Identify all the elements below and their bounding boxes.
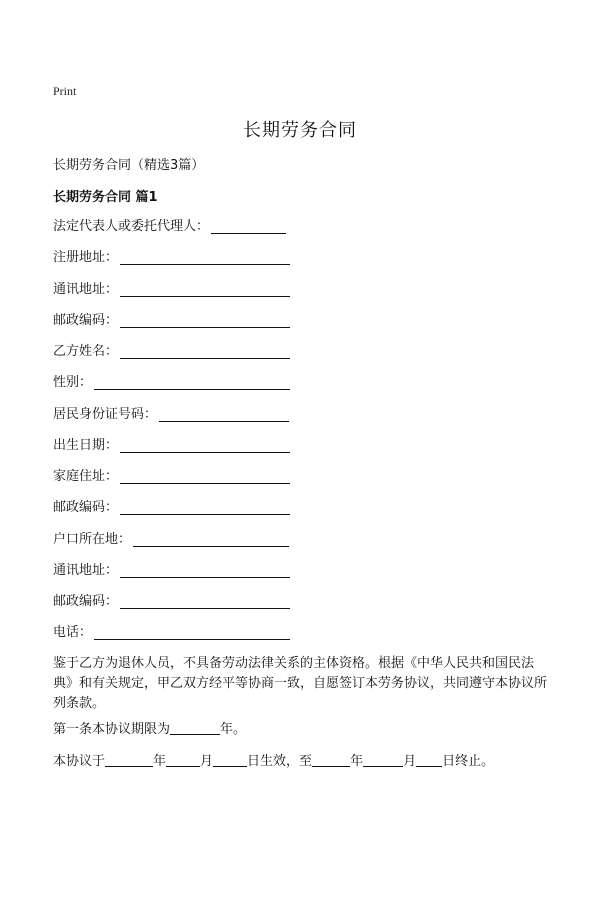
term-year-1: 年: [153, 754, 167, 769]
field-label: 邮政编码：: [53, 500, 119, 515]
document-title: 长期劳务合同: [243, 120, 357, 141]
document-subtitle: 长期劳务合同（精选3篇）: [53, 158, 205, 173]
term-year-2: 年: [350, 754, 364, 769]
fill-in-line: [166, 752, 200, 767]
field-home-address: [53, 462, 290, 484]
field-label: 性别：: [53, 375, 93, 390]
fill-in-line: [120, 561, 290, 578]
fill-in-line: [159, 405, 289, 422]
fill-in-line: [120, 498, 290, 515]
article-1-prefix: 第一条本协议期限为: [53, 722, 171, 737]
field-birth-date: [53, 431, 290, 453]
field-label: 法定代表人或委托代理人：: [53, 219, 210, 234]
section-heading: 长期劳务合同 篇1: [53, 190, 158, 205]
fill-in-line: [120, 248, 290, 265]
field-registered-address: [53, 243, 290, 265]
field-label: 通讯地址：: [53, 282, 119, 297]
fill-in-line: [120, 436, 290, 453]
fill-in-line: [213, 752, 247, 767]
print-label: Print: [53, 84, 77, 98]
field-gender: [53, 368, 290, 390]
field-label: 乙方姓名：: [53, 344, 119, 359]
fill-in-line: [363, 752, 403, 767]
fill-in-line: [133, 530, 289, 547]
field-postal-code-2: [53, 493, 290, 515]
term-clause: [53, 752, 553, 772]
article-1-suffix: 年。: [220, 722, 247, 737]
field-postal-code: [53, 306, 290, 328]
field-label: 出生日期：: [53, 438, 119, 453]
fill-in-line: [94, 623, 290, 640]
field-postal-code-3: [53, 587, 290, 609]
term-day-1: 日生效，至: [247, 754, 313, 769]
field-party-b-name: [53, 337, 290, 359]
term-month-2: 月: [403, 754, 417, 769]
term-prefix: 本协议于: [53, 754, 106, 769]
fill-in-line: [312, 752, 350, 767]
field-label: 电话：: [53, 625, 93, 640]
field-id-number: [53, 400, 289, 422]
fill-in-line: [120, 311, 290, 328]
field-household-registration: [53, 525, 289, 547]
intro-paragraph: 鉴于乙方为退休人员，不具备劳动法律关系的主体资格。根据《中华人民共和国民法典》和有关规定，甲乙双方经平等协商一致，自愿签订本劳务协议，共同遵守本协议所列条款。: [53, 656, 548, 711]
field-phone: [53, 618, 290, 640]
field-mailing-address: [53, 275, 290, 297]
field-label: 注册地址：: [53, 250, 119, 265]
field-label: 户口所在地：: [53, 532, 132, 547]
fill-in-line: [211, 217, 286, 234]
fill-in-line: [120, 467, 290, 484]
term-month-1: 月: [200, 754, 214, 769]
fill-in-line: [120, 342, 290, 359]
field-label: 邮政编码：: [53, 594, 119, 609]
field-label: 邮政编码：: [53, 313, 119, 328]
fill-in-line: [120, 592, 290, 609]
field-legal-representative: [53, 212, 286, 234]
fill-in-line: [105, 752, 153, 767]
article-1: [53, 720, 553, 740]
field-mailing-address-2: [53, 556, 290, 578]
fill-in-line: [170, 720, 220, 735]
fill-in-line: [416, 752, 442, 767]
term-day-2: 日终止。: [442, 754, 495, 769]
field-label: 通讯地址：: [53, 563, 119, 578]
field-label: 家庭住址：: [53, 469, 119, 484]
fill-in-line: [120, 280, 290, 297]
field-label: 居民身份证号码：: [53, 407, 158, 422]
fill-in-line: [94, 373, 290, 390]
